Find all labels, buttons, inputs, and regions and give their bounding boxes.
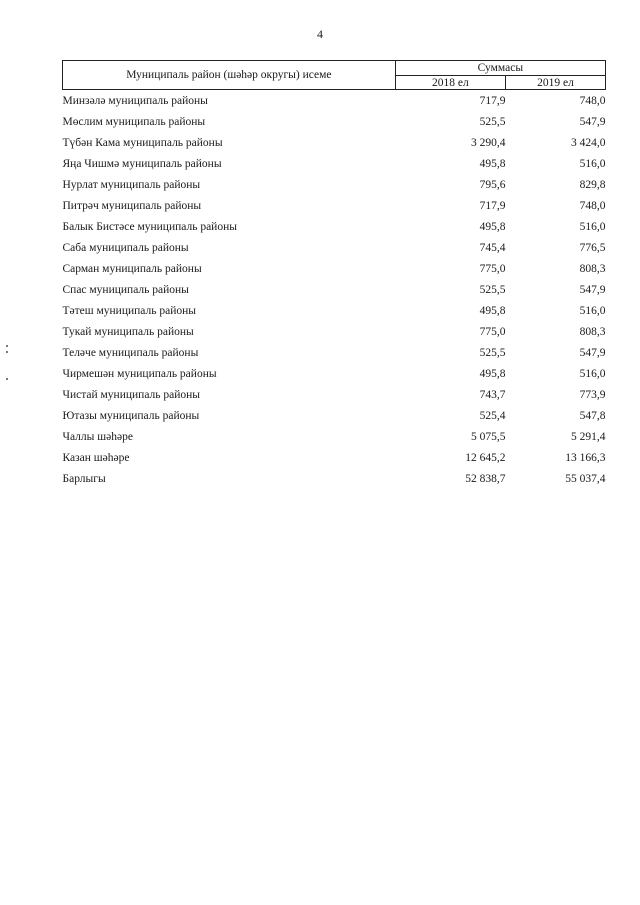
row-name: Чаллы шәһәре [62,430,133,443]
table-row [63,342,606,363]
table-row [63,153,606,174]
row-value-2018: 717,9 [479,199,506,212]
row-name: Теләче муниципаль районы [62,346,199,359]
row-value-2019: 748,0 [579,94,606,107]
table-row [63,426,606,447]
row-name: Балык Бистәсе муниципаль районы [62,220,237,233]
table-row [63,195,606,216]
row-value-2019: 773,9 [579,388,606,401]
row-name: Питрәч муниципаль районы [62,199,202,212]
row-value-2019: 547,9 [579,115,606,128]
row-value-2018: 12 645,2 [465,451,506,464]
row-value-2019: 3 424,0 [571,136,606,149]
row-name: Тәтеш муниципаль районы [62,304,196,317]
row-name: Минзәлә муниципаль районы [62,94,208,107]
header-sums: Суммасы [395,61,605,76]
table-row [63,111,606,132]
table-row [63,384,606,405]
row-value-2019: 5 291,4 [571,430,606,443]
row-value-2019: 776,5 [579,241,606,254]
row-value-2019: 516,0 [579,157,606,170]
row-name: Барлыгы [62,472,106,485]
row-value-2019: 516,0 [579,367,606,380]
table-row [63,405,606,426]
row-value-2018: 525,5 [479,346,506,359]
row-value-2018: 52 838,7 [465,472,506,485]
row-name: Яңа Чишмә муниципаль районы [62,157,222,170]
header-year-2019: 2019 ел [505,76,605,90]
row-value-2019: 808,3 [579,262,606,275]
municipal-sums-table [62,60,606,489]
row-value-2018: 775,0 [479,325,506,338]
table-row [63,90,606,112]
row-value-2019: 748,0 [579,199,606,212]
row-value-2019: 516,0 [579,220,606,233]
row-name: Чистай муниципаль районы [62,388,201,401]
row-value-2018: 5 075,5 [470,430,506,443]
row-name: Нурлат муниципаль районы [62,178,201,191]
table-row [63,258,606,279]
row-value-2019: 808,3 [579,325,606,338]
row-name: Ютазы муниципаль районы [62,409,200,422]
header-year-2018: 2018 ел [395,76,505,90]
page-number: 4 [317,27,323,41]
row-value-2018: 745,4 [479,241,506,254]
row-value-2018: 3 290,4 [470,136,506,149]
row-value-2018: 743,7 [479,388,506,401]
row-value-2018: 525,5 [479,283,506,296]
table-row [63,174,606,195]
row-value-2019: 55 037,4 [565,472,606,485]
row-value-2018: 525,4 [479,409,506,422]
margin-mark [6,345,8,347]
table-row [63,363,606,384]
row-value-2018: 495,8 [479,304,506,317]
row-value-2018: 795,6 [479,178,506,191]
row-value-2019: 829,8 [579,178,606,191]
row-value-2019: 547,9 [579,346,606,359]
row-value-2018: 525,5 [479,115,506,128]
row-value-2019: 13 166,3 [565,451,606,464]
row-name: Тукай муниципаль районы [62,325,194,338]
row-value-2019: 547,8 [579,409,606,422]
row-value-2018: 717,9 [479,94,506,107]
table-row [63,132,606,153]
row-value-2019: 547,9 [579,283,606,296]
row-value-2018: 775,0 [479,262,506,275]
margin-mark [6,378,8,380]
table-row [63,300,606,321]
table-row [63,216,606,237]
header-name: Муниципаль район (шәһәр округы) исеме [63,61,396,90]
row-value-2018: 495,8 [479,220,506,233]
row-name: Спас муниципаль районы [62,283,189,296]
table-row [63,447,606,468]
row-name: Саба муниципаль районы [62,241,189,254]
row-name: Казан шәһәре [62,451,130,464]
table-row [63,279,606,300]
margin-mark [6,351,8,353]
table-row [63,321,606,342]
table-body [63,90,606,490]
row-name: Чирмешән муниципаль районы [62,367,217,380]
row-value-2018: 495,8 [479,157,506,170]
table-row [63,468,606,489]
row-name: Сарман муниципаль районы [62,262,202,275]
row-value-2018: 495,8 [479,367,506,380]
table-row [63,237,606,258]
row-name: Түбән Кама муниципаль районы [62,136,223,149]
row-name: Мөслим муниципаль районы [62,115,206,128]
row-value-2019: 516,0 [579,304,606,317]
